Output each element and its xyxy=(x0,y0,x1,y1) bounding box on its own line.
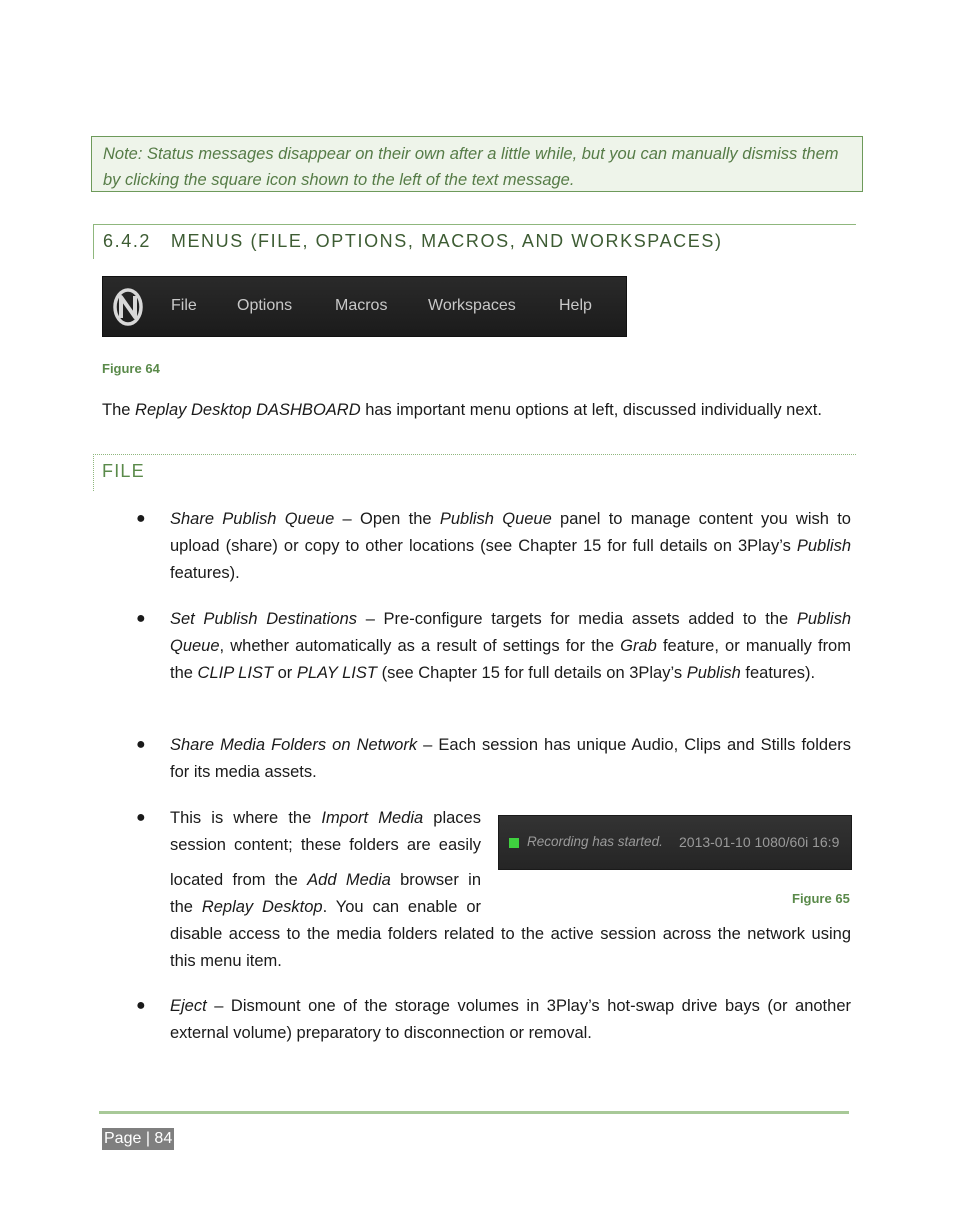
bullet-set-publish-destinations: Set Publish Destinations – Pre-configure targets for media assets added to the Publish Queue, whether automatically as a result of settings for the Grab feature, or manually from the CLIP LIST or PLAY LIST (see Chapter 15 for full details on 3Play’s Publish features). xyxy=(170,610,851,682)
bullet-import-media-rest: disable access to the media folders related to the active session across the network using this menu item. xyxy=(170,925,851,970)
bullet-import-media-line1: This is where the Import Media places xyxy=(170,809,481,827)
page-number: Page | 84 xyxy=(102,1128,174,1150)
file-heading xyxy=(93,454,856,491)
status-bar xyxy=(498,815,852,870)
figure-64-caption: Figure 64 xyxy=(102,361,160,376)
status-dismiss-icon[interactable] xyxy=(509,838,519,848)
bullet-eject: Eject – Dismount one of the storage volumes in 3Play’s hot-swap drive bays (or another external volume) preparatory to disconnection or removal. xyxy=(170,997,851,1042)
menu-help[interactable]: Help xyxy=(559,297,592,314)
bullet-marker: ● xyxy=(136,610,146,627)
status-message: Recording has started. xyxy=(527,834,663,849)
section-number: 6.4.2 xyxy=(103,231,152,251)
bullet-share-publish-queue: Share Publish Queue – Open the Publish Queue panel to manage content you wish to upload (share) or copy to other locations (see Chapter 15 for full details on 3Play’s Publish features). xyxy=(170,510,851,582)
bullet-marker: ● xyxy=(136,809,146,826)
status-info: 2013-01-10 1080/60i 16:9 xyxy=(679,834,840,850)
footer-divider xyxy=(99,1111,849,1114)
bullet-marker: ● xyxy=(136,997,146,1014)
bullet-share-media-folders: Share Media Folders on Network – Each session has unique Audio, Clips and Stills folders for its media assets. xyxy=(170,736,851,781)
menu-file[interactable]: File xyxy=(171,297,197,314)
section-title: MENUS (FILE, OPTIONS, MACROS, AND WORKSPACES) xyxy=(170,231,723,251)
menu-bar xyxy=(102,276,627,337)
bullet-import-media-line4: the Replay Desktop. You can enable or xyxy=(170,898,481,916)
figure-65-caption: Figure 65 xyxy=(792,891,850,906)
intro-paragraph: The Replay Desktop DASHBOARD has important menu options at left, discussed individually next. xyxy=(102,401,822,419)
bullet-import-media-line2: session content; these folders are easily xyxy=(170,836,481,854)
bullet-marker: ● xyxy=(136,736,146,753)
bullet-marker: ● xyxy=(136,510,146,527)
menu-workspaces[interactable]: Workspaces xyxy=(428,297,516,314)
newtek-logo-icon xyxy=(113,288,143,326)
note-box xyxy=(91,136,863,192)
note-text: Note: Status messages disappear on their own after a little while, but you can manually dismiss them by clicking the square icon shown to the left of the text message. xyxy=(103,145,839,189)
bullet-import-media-line3: located from the Add Media browser in xyxy=(170,871,481,889)
file-heading-text: FILE xyxy=(102,461,145,481)
menu-macros[interactable]: Macros xyxy=(335,297,388,314)
menu-options[interactable]: Options xyxy=(237,297,293,314)
section-heading xyxy=(93,224,856,259)
